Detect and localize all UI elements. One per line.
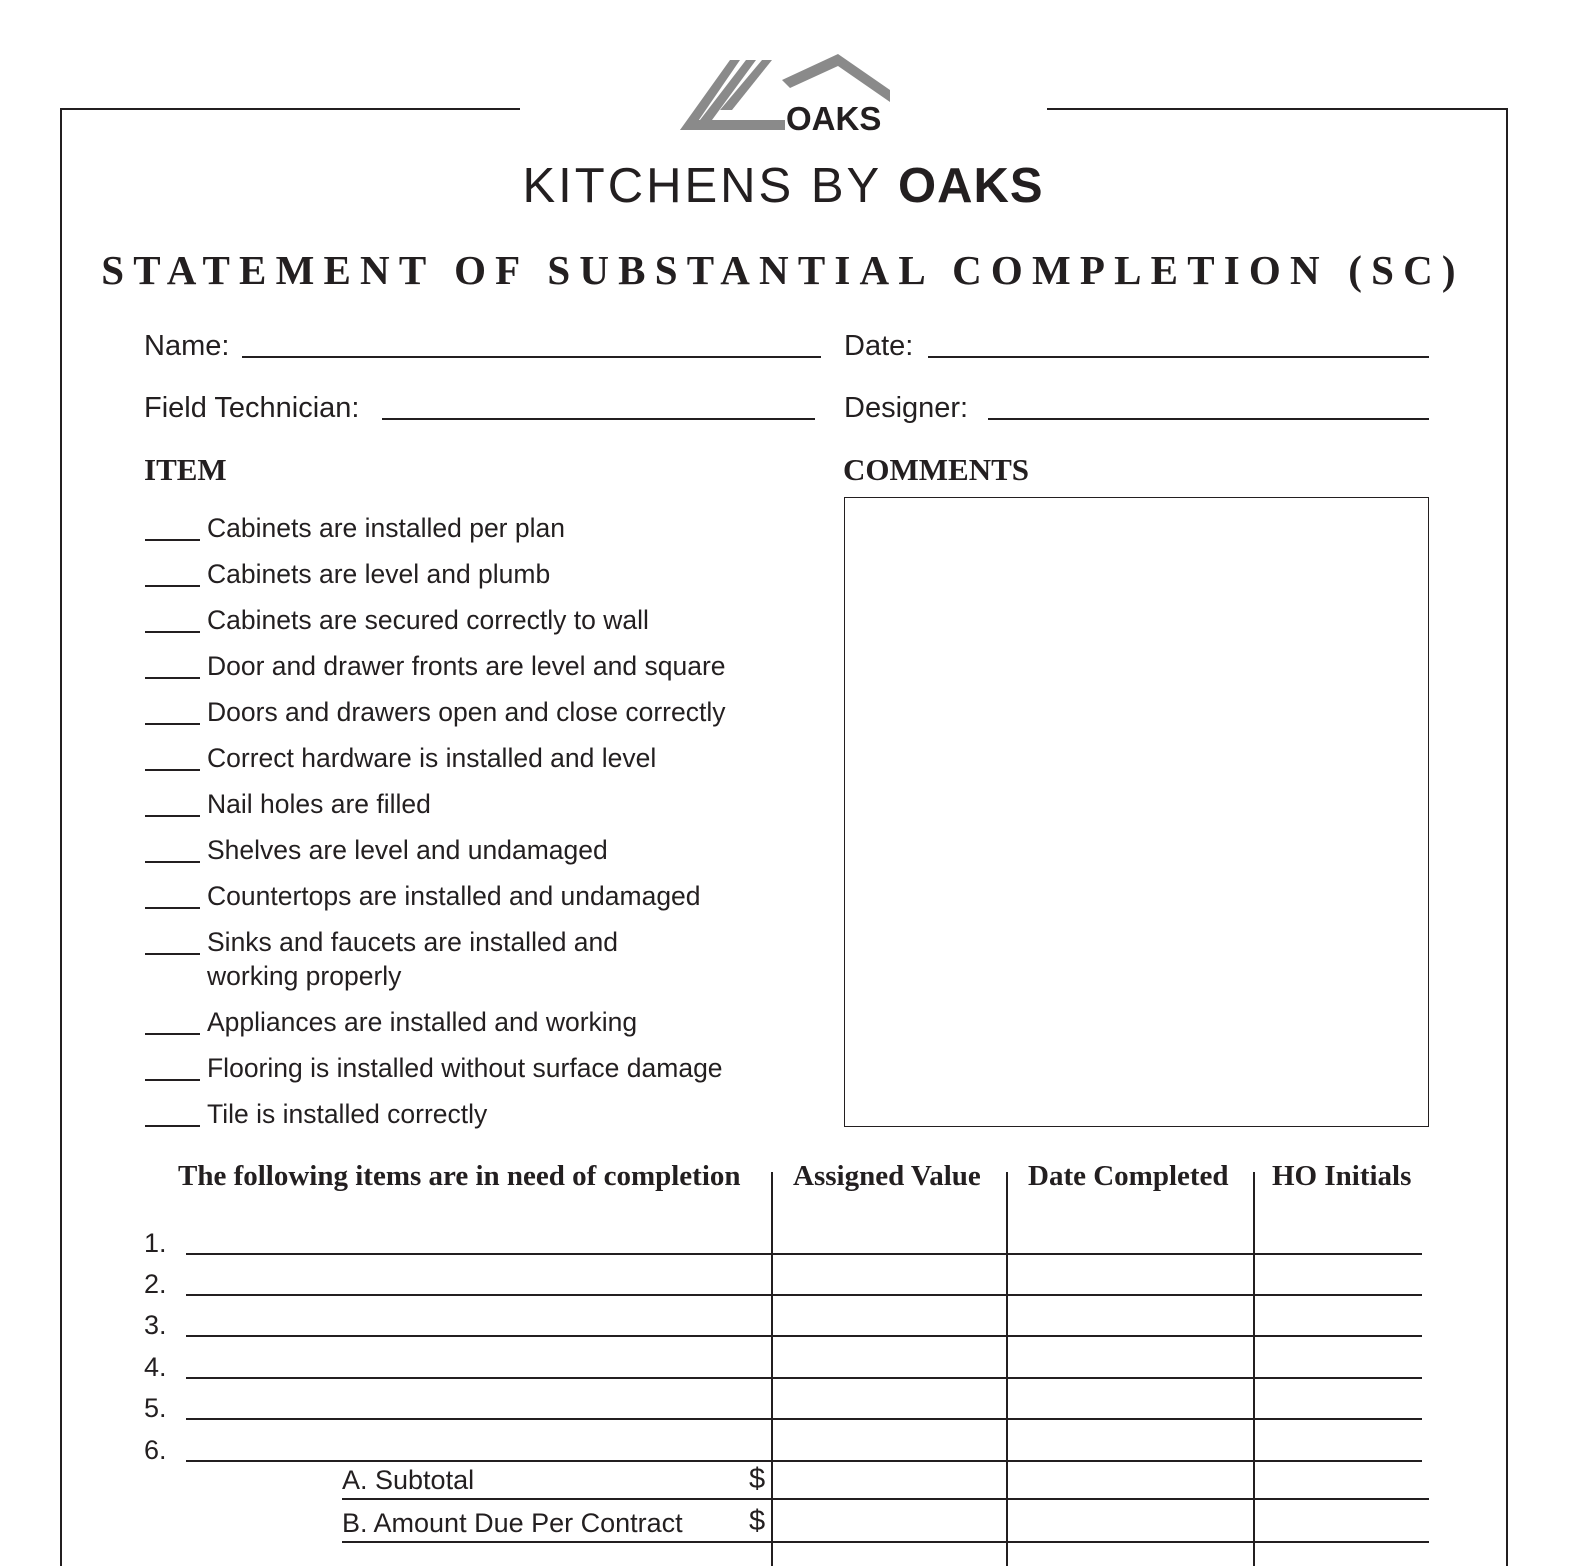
subtotal-label: A. Subtotal bbox=[342, 1465, 475, 1495]
frame-top-right bbox=[1047, 108, 1508, 110]
column-divider bbox=[771, 1172, 773, 1566]
checklist-item-label: Nail holes are filled bbox=[207, 789, 431, 819]
check-blank[interactable] bbox=[145, 769, 200, 771]
completion-row-line[interactable] bbox=[186, 1335, 1422, 1337]
completion-row-line[interactable] bbox=[186, 1253, 1422, 1255]
comments-heading: COMMENTS bbox=[843, 452, 1029, 487]
completion-row-line[interactable] bbox=[186, 1294, 1422, 1296]
check-blank[interactable] bbox=[145, 861, 200, 863]
checklist bbox=[145, 511, 805, 1143]
checklist-item-label: Correct hardware is installed and level bbox=[207, 743, 657, 773]
checklist-item[interactable] bbox=[145, 833, 805, 867]
row-number: 4. bbox=[144, 1352, 167, 1382]
technician-label: Field Technician: bbox=[144, 392, 360, 424]
subtotal-line[interactable] bbox=[342, 1498, 1429, 1500]
checklist-item[interactable] bbox=[145, 1097, 805, 1131]
date-label: Date: bbox=[844, 330, 914, 362]
checklist-item[interactable] bbox=[145, 649, 805, 683]
checklist-item[interactable] bbox=[145, 557, 805, 591]
check-blank[interactable] bbox=[145, 953, 200, 955]
checklist-item-label: Doors and drawers open and close correctly bbox=[207, 697, 726, 727]
row-number: 5. bbox=[144, 1393, 167, 1423]
item-heading: ITEM bbox=[144, 452, 227, 487]
subtotal-currency: $ bbox=[749, 1463, 766, 1495]
row-number: 6. bbox=[144, 1435, 167, 1465]
checklist-item-label: Tile is installed correctly bbox=[207, 1099, 488, 1129]
check-blank[interactable] bbox=[145, 585, 200, 587]
date-field[interactable] bbox=[928, 356, 1429, 358]
checklist-item[interactable] bbox=[145, 741, 805, 775]
completion-row-line[interactable] bbox=[186, 1460, 1422, 1462]
comments-box[interactable] bbox=[844, 497, 1429, 1127]
checklist-item[interactable] bbox=[145, 511, 805, 545]
completion-items-header: The following items are in need of completion bbox=[178, 1160, 741, 1192]
check-blank[interactable] bbox=[145, 907, 200, 909]
name-label: Name: bbox=[144, 330, 230, 362]
check-blank[interactable] bbox=[145, 539, 200, 541]
check-blank[interactable] bbox=[145, 723, 200, 725]
brand-name-light: KITCHENS BY bbox=[522, 159, 882, 213]
check-blank[interactable] bbox=[145, 1125, 200, 1127]
checklist-item-label: Door and drawer fronts are level and square bbox=[207, 651, 726, 681]
designer-field[interactable] bbox=[988, 418, 1429, 420]
assigned-value-header: Assigned Value bbox=[793, 1160, 981, 1192]
check-blank[interactable] bbox=[145, 1079, 200, 1081]
checklist-item[interactable] bbox=[145, 925, 805, 993]
row-number: 2. bbox=[144, 1269, 167, 1299]
checklist-item-label: Shelves are level and undamaged bbox=[207, 835, 608, 865]
oaks-logo bbox=[680, 50, 890, 136]
brand-name bbox=[0, 158, 1566, 214]
checklist-item-label: Cabinets are level and plumb bbox=[207, 559, 551, 589]
designer-label: Designer: bbox=[844, 392, 969, 424]
checklist-item-label: Cabinets are installed per plan bbox=[207, 513, 565, 543]
checklist-item[interactable] bbox=[145, 695, 805, 729]
page-title: STATEMENT OF SUBSTANTIAL COMPLETION (SC) bbox=[101, 247, 1465, 293]
checklist-item[interactable] bbox=[145, 879, 805, 913]
name-field[interactable] bbox=[242, 356, 821, 358]
technician-field[interactable] bbox=[382, 418, 815, 420]
checklist-item-label: Countertops are installed and undamaged bbox=[207, 881, 701, 911]
column-divider bbox=[1006, 1172, 1008, 1566]
amount-due-currency: $ bbox=[749, 1505, 766, 1537]
checklist-item[interactable] bbox=[145, 603, 805, 637]
column-divider bbox=[1253, 1172, 1255, 1566]
amount-due-label: B. Amount Due Per Contract bbox=[342, 1508, 683, 1538]
logo-text: OAKS bbox=[786, 100, 882, 136]
completion-row-line[interactable] bbox=[186, 1377, 1422, 1379]
checklist-item-label: Cabinets are secured correctly to wall bbox=[207, 605, 649, 635]
check-blank[interactable] bbox=[145, 631, 200, 633]
amount-due-line[interactable] bbox=[342, 1541, 1429, 1543]
check-blank[interactable] bbox=[145, 1033, 200, 1035]
frame-right bbox=[1506, 108, 1508, 1566]
ho-initials-header: HO Initials bbox=[1272, 1160, 1412, 1192]
check-blank[interactable] bbox=[145, 815, 200, 817]
check-blank[interactable] bbox=[145, 677, 200, 679]
checklist-item[interactable] bbox=[145, 787, 805, 821]
brand-name-bold: OAKS bbox=[897, 159, 1044, 213]
completion-row-line[interactable] bbox=[186, 1418, 1422, 1420]
checklist-item[interactable] bbox=[145, 1005, 805, 1039]
checklist-item-label: Appliances are installed and working bbox=[207, 1007, 638, 1037]
row-number: 1. bbox=[144, 1228, 167, 1258]
frame-left bbox=[60, 108, 62, 1566]
checklist-item[interactable] bbox=[145, 1051, 805, 1085]
checklist-item-label: Sinks and faucets are installed and working properly bbox=[207, 927, 619, 991]
date-completed-header: Date Completed bbox=[1028, 1160, 1229, 1192]
row-number: 3. bbox=[144, 1310, 167, 1340]
checklist-item-label: Flooring is installed without surface damage bbox=[207, 1053, 723, 1083]
frame-top-left bbox=[60, 108, 520, 110]
